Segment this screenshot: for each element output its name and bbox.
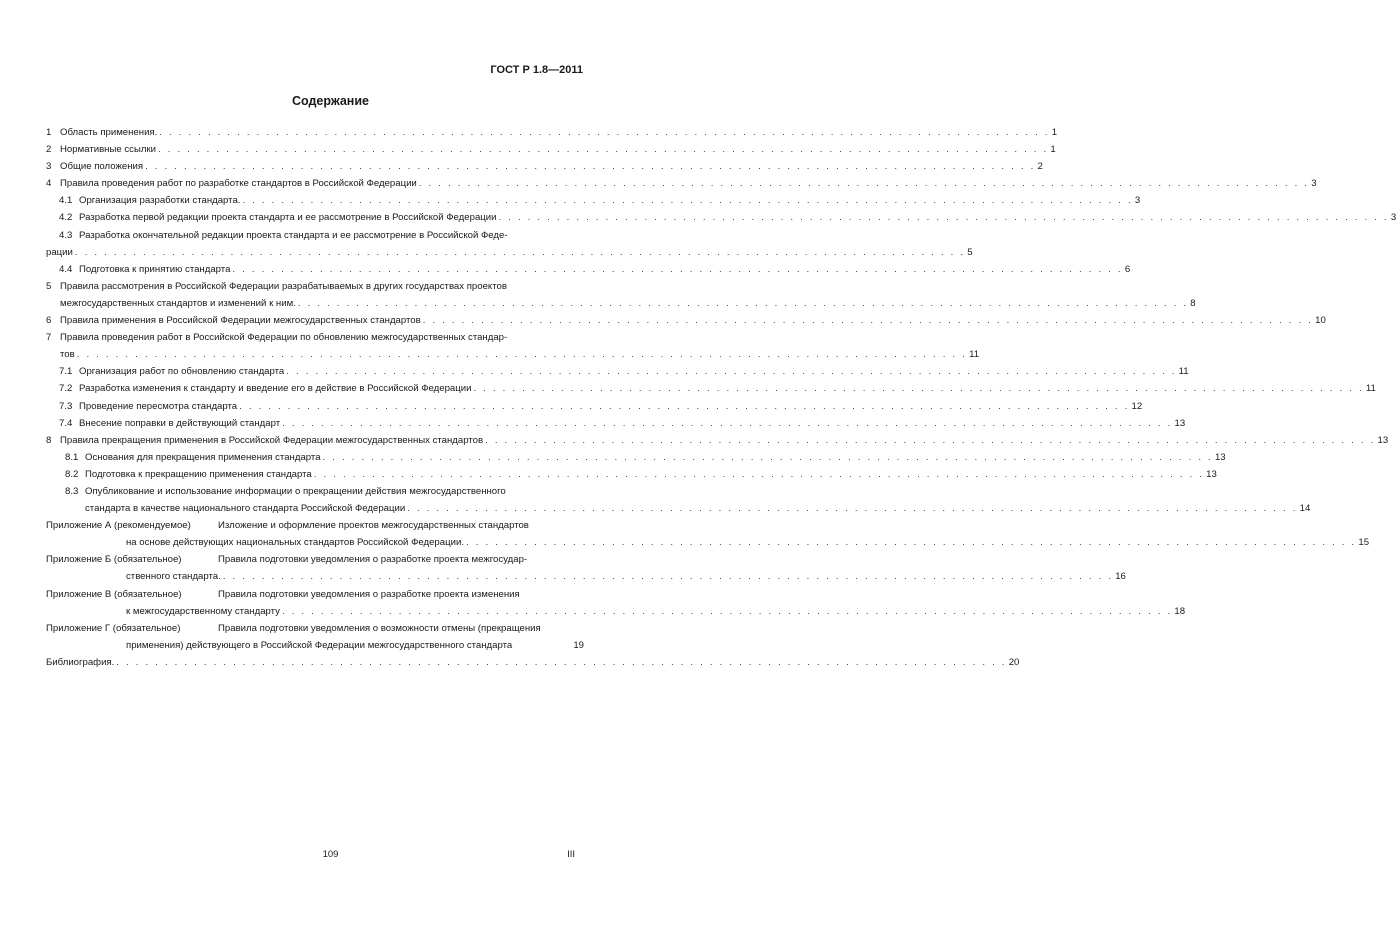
toc-page: 8 (1190, 297, 1196, 309)
toc-page: 20 (1008, 656, 1020, 668)
toc-entry-7-2[interactable] (46, 380, 1376, 397)
leader-dots: . . . . . . . . . . . . . . . . . . . . . . . . . . . . . . . . . . . . . . . . . . . . . . . . . . . . . . . . . . . . . . . . . . . . . . . . . . . . . . . . . . . . . . . . . . . . (281, 605, 1173, 617)
toc-num: 8.1 (65, 451, 79, 463)
appendix-text: Изложение и оформление проектов межгосударственных стандартов (218, 520, 529, 532)
toc-text: Правила применения в Российской Федерации межгосударственных стандартов (60, 315, 421, 327)
leader-dots: . . . . . . . . . . . . . . . . . . . . . . . . . . . . . . . . . . . . . . . . . . . . . . . . . . . . . . . . . . . . . . . . . . . . . . . . . . . . . . . . . . . . . . . . . . . . (232, 263, 1123, 275)
toc-entry-7[interactable] (46, 329, 980, 363)
toc-page: 16 (1115, 571, 1126, 583)
leader-dots: . . . . . . . . . . . . . . . . . . . . . . . . . . . . . . . . . . . . . . . . . . . . . . . . . . . . . . . . . . . . . . . . . . . . . . . . . . . . . . . . . . . . . . . . . . . . (242, 195, 1133, 207)
toc-page: 12 (1131, 400, 1143, 412)
appendix-text: Правила подготовки уведомления о разработке проекта изменения (218, 588, 520, 600)
toc-text: Опубликование и использование информации о прекращении действия межгосударственного (85, 485, 506, 497)
appendix-label: Приложение А (рекомендуемое) (46, 520, 191, 532)
toc-page: 13 (1377, 434, 1389, 446)
toc-num: 2 (46, 144, 52, 156)
toc-text: Правила прекращения применения в Российской Федерации межгосударственных стандартов (60, 434, 484, 446)
toc-num: 7.4 (59, 417, 73, 429)
toc-entry-5[interactable] (46, 278, 1196, 312)
toc-num: 6 (46, 315, 52, 327)
appendix-text: Правила подготовки уведомления о возможности отмены (прекращения (218, 622, 541, 634)
leader-dots: . . . . . . . . . . . . . . . . . . . . . . . . . . . . . . . . . . . . . . . . . . . . . . . . . . . . . . . . . . . . . . . . . . . . . . . . . . . . . . . . . . . . . . . . . . . . (74, 246, 966, 258)
toc-num: 4.3 (59, 229, 73, 241)
toc-page: 10 (1315, 315, 1326, 327)
toc-page: 11 (1365, 383, 1376, 395)
leader-dots: . . . . . . . . . . . . . . . . . . . . . . . . . . . . . . . . . . . . . . . . . . . . . . . . . . . . . . . . . . . . . . . . . . . . . . . . . . . . . . . . . . . . . . . . . . . . (158, 144, 1049, 156)
toc-entry-bibliography[interactable] (46, 654, 1020, 671)
roman-page-number: III (567, 849, 575, 860)
toc-text: Разработка окончательной редакции проекта стандарта и ее рассмотрение в Российской Феде- (79, 229, 508, 241)
appendix-text: Правила подготовки уведомления о разработке проекта межгосудар- (218, 554, 528, 566)
toc-page: 3 (1134, 195, 1141, 207)
toc-text: Организация работ по обновлению стандарта (79, 366, 285, 378)
toc-entry-4[interactable] (46, 175, 1317, 192)
toc-page: 2 (1037, 161, 1043, 173)
toc-num: 7 (46, 332, 52, 344)
toc-text: Нормативные ссылки (60, 144, 157, 156)
leader-dots: . . . . . . . . . . . . . . . . . . . . . . . . . . . . . . . . . . . . . . . . . . . . . . . . . . . . . . . . . . . . . . . . . . . . . . . . . . . . . . . . . . . . . . . . . . . . (422, 315, 1314, 327)
leader-dots: . . . . . . . . . . . . . . . . . . . . . . . . . . . . . . . . . . . . . . . . . . . . . . . . . . . . . . . . . . . . . . . . . . . . . . . . . . . . . . . . . . . . . . . . . . . . (222, 571, 1114, 583)
appendix-g[interactable] (46, 620, 584, 654)
toc-num: 4.4 (59, 263, 73, 275)
toc-text: тов (60, 349, 75, 361)
leader-dots: . . . . . . . . . . . . . . . . . . . . . . . . . . . . . . . . . . . . . . . . . . . . . . . . . . . . . . . . . . . . . . . . . . . . . . . . . . . . . . . . . . . . . . . . . . . . (498, 212, 1389, 224)
leader-dots: . . . . . . . . . . . . . . . . . . . . . . . . . . . . . . . . . . . . . . . . . . . . . . . . . . . . . . . . . . . . . . . . . . . . . . . . . . . . . . . . . . . . . . . . . . . . (466, 537, 1357, 549)
toc-num: 3 (46, 161, 52, 173)
toc-page: 11 (969, 349, 980, 361)
toc-entry-7-3[interactable] (46, 398, 1143, 415)
toc-entry-2[interactable] (46, 141, 1056, 158)
toc-text: Разработка первой редакции проекта стандарта и ее рассмотрение в Российской Федерации (79, 212, 497, 224)
toc-page: 13 (1214, 451, 1226, 463)
toc-entry-4-4[interactable] (46, 261, 1131, 278)
leader-dots: . . . . . . . . . . . . . . . . . . . . . . . . . . . . . . . . . . . . . . . . . . . . . . . . . . . . . . . . . . . . . . . . . . . . . . . . . . . . . . . . . . . . . . . . . . . . (322, 451, 1213, 463)
toc-num: 7.3 (59, 400, 73, 412)
toc-page: 13 (1174, 417, 1186, 429)
toc-entry-8-1[interactable] (46, 449, 1226, 466)
document-code: ГОСТ Р 1.8—2011 (490, 64, 583, 76)
toc-page: 6 (1124, 263, 1131, 275)
toc-entry-6[interactable] (46, 312, 1326, 329)
toc-page: 15 (1358, 537, 1370, 549)
appendix-text: применения) действующего в Российской Федерации межгосударственного стандарта (126, 639, 513, 651)
leader-dots: . . . . . . . . . . . . . . . . . . . . . . . . . . . . . . . . . . . . . . . . . . . . . . . . . . . . . . . . . . . . . . . . . . . . . . . . . . . . . . . . . . . . . . . . . . . . (116, 656, 1007, 668)
toc-page: 11 (1178, 366, 1189, 378)
appendix-a[interactable] (46, 517, 1370, 551)
toc-text: межгосударственных стандартов и изменений к ним. (60, 297, 296, 309)
leader-dots: . . . . . . . . . . . . . . . . . . . . . . . . . . . . . . . . . . . . . . . . . . . . . . . . . . . . . . . . . . . . . . . . . . . . . . . . . . . . . . . . . . . . . . . . . . . . (297, 297, 1189, 309)
toc-entry-4-3-cont[interactable] (46, 244, 973, 261)
toc-entry-7-4[interactable] (46, 415, 1186, 432)
leader-dots: . . . . . . . . . . . . . . . . . . . . . . . . . . . . . . . . . . . . . . . . . . . . . . . . . . . . . . . . . . . . . . . . . . . . . . . . . . . . . . . . . . . . . . . . . . . . (145, 161, 1036, 173)
toc-page: 1 (1050, 144, 1056, 156)
toc-page: 1 (1051, 127, 1058, 138)
leader-dots: . . . . . . . . . . . . . . . . . . . . . . . . . . . . . . . . . . . . . . . . . . . . . . . . . . . . . . . . . . . . . . . . . . . . . . . . . . . . . . . . . . . . . . . . . . . . (418, 178, 1310, 190)
toc-entry-8-2[interactable] (46, 466, 1217, 483)
toc-text: Правила рассмотрения в Российской Федерации разрабатываемых в других государствах проектов (60, 280, 507, 292)
page-title: Содержание (291, 94, 369, 108)
leader-dots: . . . . . . . . . . . . . . . . . . . . . . . . . . . . . . . . . . . . . . . . . . . . . . . . . . . . . . . . . . . . . . . . . . . . . . . . . . . . . . . . . . . . . . . . . . . . (473, 383, 1364, 395)
leader-dots: . . . . . . . . . . . . . . . . . . . . . . . . . . . . . . . . . . . . . . . . . . . . . . . . . . . . . . . . . . . . . . . . . . . . . . . . . . . . . . . . . . . . . . . . . . . . (485, 434, 1376, 446)
leader-dots: . . . . . . . . . . . . . . . . . . . . . . . . . . . . . . . . . . . . . . . . . . . . . . . . . . . . . . . . . . . . . . . . . . . . . . . . . . . . . . . . . . . . . . . . . . . . (282, 417, 1173, 429)
leader-dots: . . . . . . . . . . . . . . . . . . . . . . . . . . . . . . . . . . . . . . . . . . . . . . . . . . . . . . . . . . . . . . . . . . . . . . . . . . . . . . . . . . . . . . . . . . . . (239, 400, 1130, 412)
appendix-label: Приложение Б (обязательное) (46, 554, 182, 566)
toc-text: Правила проведения работ в Российской Федерации по обновлению межгосударственных стандар- (60, 332, 508, 344)
toc-text: Правила проведения работ по разработке стандартов в Российской Федерации (60, 178, 417, 190)
toc-num: 4 (46, 178, 52, 190)
toc-entry-8[interactable] (46, 432, 1389, 449)
toc-text: Общие положения (60, 161, 144, 173)
toc-text: Библиография. (46, 656, 115, 668)
toc-num: 7.2 (59, 383, 73, 395)
toc-text: Основания для прекращения применения стандарта (85, 451, 321, 463)
appendix-text: ственного стандарта. (126, 571, 221, 583)
toc-num: 7.1 (59, 366, 73, 378)
table-of-contents (46, 124, 1396, 671)
toc-page: 3 (1390, 212, 1396, 224)
toc-text: Организация разработки стандарта. (79, 195, 241, 207)
appendix-b[interactable] (46, 551, 1126, 585)
toc-entry-3[interactable] (46, 158, 1043, 175)
toc-entry-8-3[interactable] (46, 483, 1311, 517)
toc-entry-1[interactable] (46, 124, 1058, 141)
toc-text: Подготовка к принятию стандарта (79, 263, 231, 275)
toc-page: 14 (1299, 503, 1311, 515)
toc-text: стандарта в качестве национального стандарта Российской Федерации (85, 503, 406, 515)
toc-text: Внесение поправки в действующий стандарт (79, 417, 281, 429)
appendix-label: Приложение В (обязательное) (46, 588, 182, 600)
leader-dots: . . . . . . . . . . . . . . . . . . . . . . . . . . . . . . . . . . . . . . . . . . . . . . . . . . . . . . . . . . . . . . . . . . . . . . . . . . . . . . . . . . . . . . . . . . . . (313, 468, 1205, 480)
appendix-v[interactable] (46, 586, 1186, 620)
toc-num: 8 (46, 434, 52, 446)
leader-dots: . . . . . . . . . . . . . . . . . . . . . . . . . . . . . . . . . . . . . . . . . . . . . . . . . . . . . . . . . . . . . . . . . . . . . . . . . . . . . . . . . . . . . . . . . . . . (159, 127, 1050, 138)
leader-dots: . . . . . . . . . . . . . . . . . . . . . . . . . . . . . . . . . . . . . . . . . . . . . . . . . . . . . . . . . . . . . . . . . . . . . . . . . . . . . . . . . . . . . . . . . . . . (407, 503, 1298, 515)
toc-page: 3 (1311, 178, 1317, 190)
toc-num: 1 (46, 127, 52, 138)
toc-entry-4-2[interactable] (46, 209, 1396, 226)
toc-num: 8.3 (65, 485, 79, 497)
toc-page: 18 (1174, 605, 1186, 617)
toc-entry-4-1[interactable] (46, 192, 1141, 209)
appendix-text: к межгосударственному стандарту (126, 605, 280, 617)
toc-page: 19 (573, 639, 584, 651)
toc-text: Проведение пересмотра стандарта (79, 400, 238, 412)
toc-page: 5 (967, 246, 973, 258)
toc-text: Подготовка к прекращению применения стандарта (85, 468, 312, 480)
leader-dots: . . . . . . . . . . . . . . . . . . . . . . . . . . . . . . . . . . . . . . . . . . . . . . . . . . . . . . . . . . . . . . . . . . . . . . . . . . . . . . . . . . . . . . . . . . . . (76, 349, 968, 361)
toc-num: 5 (46, 280, 52, 292)
toc-num: 4.1 (59, 195, 73, 207)
toc-text: Область применения. (60, 127, 158, 138)
leader-dots: . . . . . . . . . . . . . . . . . . . . . . . . . . . . . . . . . . . . . . . . . . . . . . . . . . . . . . . . . . . . . . . . . . . . . . . . . . . . . . . . . . . . . . . . . . . . (286, 366, 1177, 378)
toc-page: 13 (1206, 468, 1217, 480)
toc-entry-7-1[interactable] (46, 363, 1189, 380)
page-number: 109 (322, 849, 339, 860)
appendix-label: Приложение Г (обязательное) (46, 622, 181, 634)
toc-num: 4.2 (59, 212, 73, 224)
toc-num: 8.2 (65, 468, 79, 480)
appendix-text: на основе действующих национальных стандартов Российской Федерации. (126, 537, 464, 549)
toc-text: Разработка изменения к стандарту и введение его в действие в Российской Федерации (79, 383, 472, 395)
toc-text: рации (46, 246, 73, 258)
toc-entry-4-3[interactable] (46, 227, 584, 244)
